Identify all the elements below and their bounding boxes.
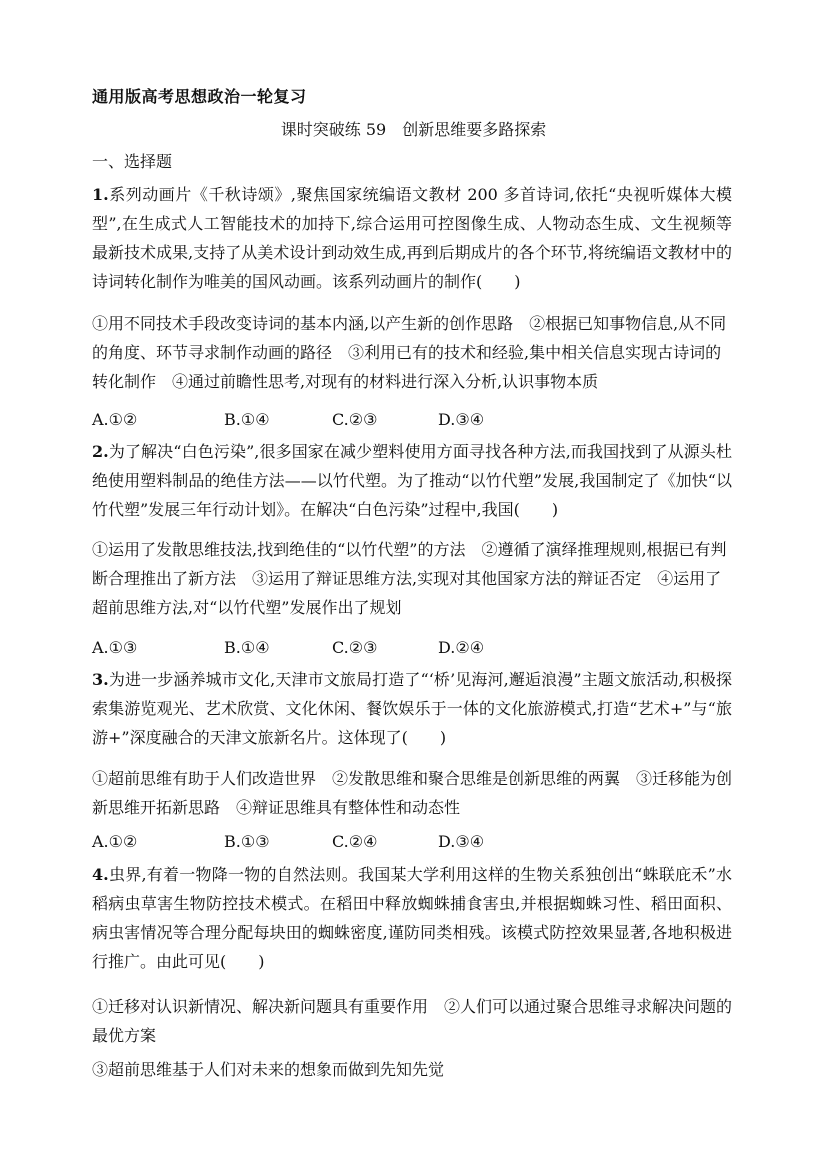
choice-b[interactable]: B.①④ — [224, 638, 270, 657]
choice-c[interactable]: C.②④ — [332, 832, 378, 851]
question-number: 1. — [92, 185, 109, 204]
lesson-title: 课时突破练 59 创新思维要多路探索 — [280, 120, 547, 139]
question-1-options: ①用不同技术手段改变诗词的基本内涵,以产生新的创作思路 ②根据已知事物信息,从不同的角度、环节寻求制作动画的路径 ③利用已有的技术和经验,集中相关信息实现古诗词的转化制作 ④通过前瞻性思考,对现有的材料进行深入分析,认识事物本质 — [92, 314, 727, 391]
question-4-stem — [92, 860, 732, 976]
question-4-options-continued: ③超前思维基于人们对未来的想象而做到先知先觉 — [92, 1060, 445, 1079]
choice-b[interactable]: B.①③ — [224, 832, 270, 851]
question-text: 为进一步涵养城市文化,天津市文旅局打造了“‘桥’见海河,邂逅浪漫”主题文旅活动,积极探索集游览观光、艺术欣赏、文化休闲、餐饮娱乐于一体的文化旅游模式,打造“艺术+”与“旅游+”深度融合的天津文旅新名片。这体现了( ) — [92, 670, 732, 747]
choice-c[interactable]: C.②③ — [332, 638, 378, 657]
choice-a[interactable]: A.①② — [92, 832, 138, 851]
choice-d[interactable]: D.③④ — [438, 832, 485, 851]
choice-d[interactable]: D.②④ — [438, 638, 485, 657]
question-number: 3. — [92, 670, 109, 689]
question-text: 系列动画片《千秋诗颂》,聚焦国家统编语文教材 200 多首诗词,依托“央视听媒体大模型”,在生成式人工智能技术的加持下,综合运用可控图像生成、人物动态生成、文生视频等最新技术成果,支持了从美术设计到动效生成,再到后期成片的各个环节,将统编语文教材中的诗词转化制作为唯美的国风动画。该系列动画片的制作( ) — [92, 185, 732, 291]
question-3-options: ①超前思维有助于人们改造世界 ②发散思维和聚合思维是创新思维的两翼 ③迁移能为创新思维开拓新思路 ④辩证思维具有整体性和动态性 — [92, 769, 733, 817]
question-1-stem — [92, 180, 732, 296]
choice-d[interactable]: D.③④ — [438, 410, 485, 429]
book-title: 通用版高考思想政治一轮复习 — [92, 87, 307, 106]
question-number: 4. — [92, 865, 109, 884]
choice-a[interactable]: A.①② — [92, 410, 138, 429]
question-3-stem — [92, 665, 732, 752]
question-number: 2. — [92, 442, 109, 461]
question-text: 为了解决“白色污染”,很多国家在减少塑料使用方面寻找各种方法,而我国找到了从源头杜绝使用塑料制品的绝佳方法——以竹代塑。为了推动“以竹代塑”发展,我国制定了《加快“以竹代塑”发展三年行动计划》。在解决“白色污染”过程中,我国( ) — [92, 442, 732, 519]
choice-c[interactable]: C.②③ — [332, 410, 378, 429]
question-4-options: ①迁移对认识新情况、解决新问题具有重要作用 ②人们可以通过聚合思维寻求解决问题的最优方案 — [92, 997, 733, 1045]
question-2-stem — [92, 437, 732, 524]
choice-b[interactable]: B.①④ — [224, 410, 270, 429]
choice-a[interactable]: A.①③ — [92, 638, 138, 657]
question-text: 虫界,有着一物降一物的自然法则。我国某大学利用这样的生物关系独创出“蛛联庇禾”水稻病虫草害生物防控技术模式。在稻田中释放蜘蛛捕食害虫,并根据蜘蛛习性、稻田面积、病虫害情况等合理分配每块田的蜘蛛密度,谨防同类相残。该模式防控效果显著,各地积极进行推广。由此可见( ) — [92, 865, 732, 971]
section-title: 一、选择题 — [92, 152, 173, 171]
question-2-options: ①运用了发散思维技法,找到绝佳的“以竹代塑”的方法 ②遵循了演绎推理规则,根据已有判断合理推出了新方法 ③运用了辩证思维方法,实现对其他国家方法的辩证否定 ④运用了超前思维方法,对“以竹代塑”发展作出了规划 — [92, 540, 727, 617]
